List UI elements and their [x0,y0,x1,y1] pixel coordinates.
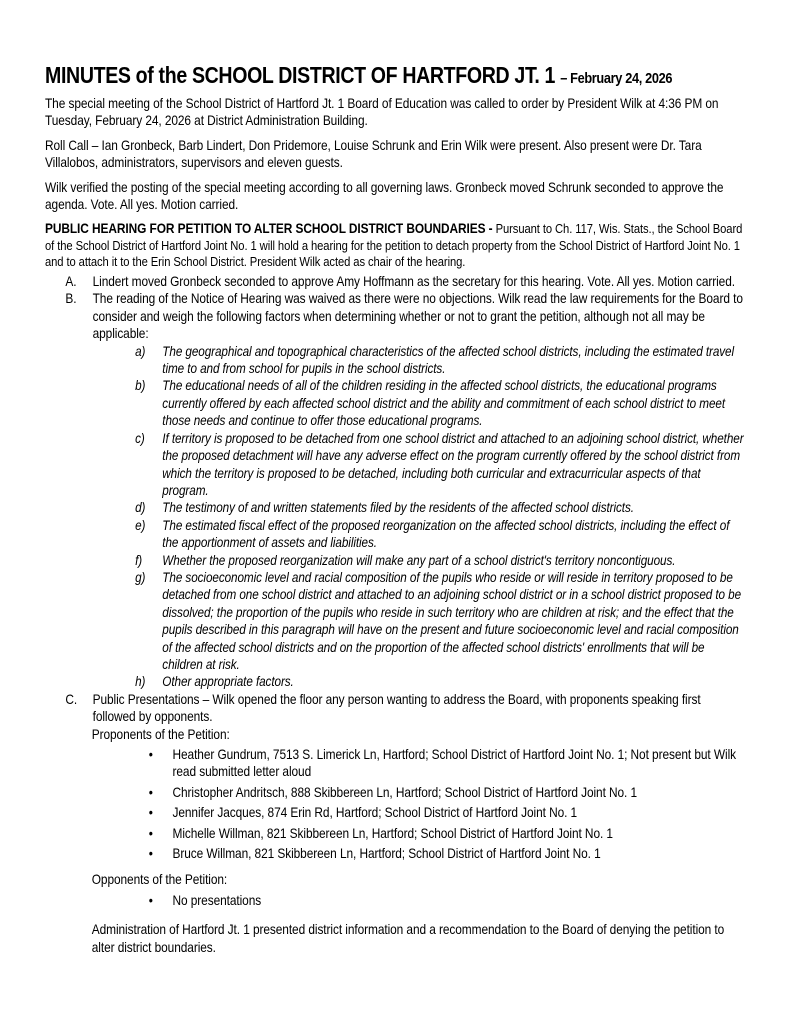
item-c-text: Public Presentations – Wilk opened the floor any person wanting to address the Board, with proponents speaking first followed by opponents. [92,690,701,725]
bullet-icon: • [148,845,153,862]
proponent-text: Heather Gundrum, 7513 S. Limerick Ln, Hartford; School District of Hartford Joint No. 1; Not present but Wilk read submitted letter aloud [172,746,736,780]
factor-g [135,569,745,673]
factor-e-text: The estimated fiscal effect of the proposed reorganization on the affected school districts, including the effect of the apportionment of assets and liabilities. [162,517,730,551]
paragraph-roll-call: Roll Call – Ian Gronbeck, Barb Lindert, Don Pridemore, Louise Schrunk and Erin Wilk were present. Also present were Dr. Tara Villalobos, administrators, supervisors and eleven guests. [45,136,702,171]
factor-f-text: Whether the proposed reorganization will make any part of a school district's territory noncontiguous. [162,552,676,568]
proponent-text: Jennifer Jacques, 874 Erin Rd, Hartford; School District of Hartford Joint No. 1 [172,804,578,821]
factor-d-text: The testimony of and written statements filed by the residents of the affected school districts. [162,500,634,516]
hearing-item-b [65,290,745,342]
hearing-item-a [65,273,745,290]
proponent-item [147,804,745,821]
factor-a-label: a) [135,343,146,359]
item-b-label: B. [65,290,77,307]
paragraph-call-to-order: The special meeting of the School District of Hartford Jt. 1 Board of Education was called to order by President Wilk at 4:36 PM on Tuesday, February 24, 2026 at District Administration Building. [45,95,719,129]
public-hearing-heading: PUBLIC HEARING FOR PETITION TO ALTER SCHOOL DISTRICT BOUNDARIES - [45,220,493,237]
factor-h [135,673,745,690]
title-date: – February 24, 2026 [560,70,673,87]
factor-g-label: g) [135,569,146,585]
proponent-item [147,825,745,842]
item-a-label: A. [65,273,77,290]
factor-c-text: If territory is proposed to be detached from one school district and attached to an adjoining school district, whether the proposed detachment will have any adverse effect on the program currently offered by the school district from which the territory is proposed to be detached, including both curricular and extracurricular aspects of that program. [162,430,744,498]
document-body [45,62,745,956]
spacer [45,909,745,921]
proponent-item [147,784,745,801]
opponent-item [147,892,745,909]
factor-c-label: c) [135,430,145,446]
public-hearing-paragraph [45,220,745,270]
administration-paragraph: Administration of Hartford Jt. 1 presented district information and a recommendation to the Board of denying the petition to alter district boundaries. [91,921,725,955]
bullet-icon: • [148,804,153,821]
paragraph-agenda-approval: Wilk verified the posting of the special meeting according to all governing laws. Gronbeck moved Schrunk seconded to approve the agenda. Vote. All yes. Motion carried. [45,178,724,213]
spacer [45,862,745,871]
proponent-item [147,845,745,862]
opponent-text: No presentations [172,891,262,908]
document-title [45,62,745,92]
factor-g-text: The socioeconomic level and racial composition of the pupils who reside or will reside in territory proposed to be detached from one school district and attached to an adjoining school district or in a school district proposed to be dissolved; the proportion of the pupils who reside in such territory who are children at risk; and the effect that the pupils described in this paragraph will have on the present and future socioeconomic level and racial composition of the affected school districts and on the proportion of the affected school districts' enrollments that will be children at risk. [162,569,742,672]
proponent-text: Christopher Andritsch, 888 Skibbereen Ln, Hartford; School District of Hartford Joint No. 1 [172,783,638,800]
factor-b-label: b) [135,378,146,394]
factor-e-label: e) [135,517,146,533]
factor-h-text: Other appropriate factors. [162,674,294,690]
item-b-text: The reading of the Notice of Hearing was waived as there were no objections. Wilk read the law requirements for the Board to consider and weigh the following factors when determining whether or not to grant the petition, although not all may be applicable: [92,290,743,342]
factor-a [135,343,745,378]
factor-b [135,377,745,429]
factor-c [135,430,745,500]
factor-h-label: h) [135,674,146,690]
proponent-text: Michelle Willman, 821 Skibbereen Ln, Hartford; School District of Hartford Joint No. 1 [172,824,613,841]
opponents-heading: Opponents of the Petition: [91,871,228,888]
bullet-icon: • [148,891,153,908]
factor-e [135,517,745,552]
factor-b-text: The educational needs of all of the children residing in the affected school districts, the educational programs currently offered by each affected school district and the ability and commitment of each school district to meet those needs and continue to offer those educational programs. [162,378,726,429]
factor-d-label: d) [135,500,146,516]
factor-f [135,552,745,569]
proponent-text: Bruce Willman, 821 Skibbereen Ln, Hartford; School District of Hartford Joint No. 1 [172,845,601,862]
proponents-heading: Proponents of the Petition: [91,725,230,742]
factor-f-label: f) [135,552,143,568]
bullet-icon: • [148,746,153,763]
item-c-label: C. [65,690,78,707]
proponent-item [147,746,745,781]
factor-d [135,499,745,516]
title-text: MINUTES of the SCHOOL DISTRICT OF HARTFORD JT. 1 [45,62,556,88]
public-hearing-intro: Pursuant to Ch. 117, Wis. Stats., the School Board of the School District of Hartford Joint No. 1 will hold a hearing for the petition to detach property from the School District of Hartford Joint No. 1 and to attach it to the Erin School District. President Wilk acted as chair of the hearing. [45,221,743,269]
factor-a-text: The geographical and topographical characteristics of the affected school districts, including the estimated travel time to and from school for pupils in the school districts. [162,343,735,377]
bullet-icon: • [148,824,153,841]
item-a-text: Lindert moved Gronbeck seconded to approve Amy Hoffmann as the secretary for this hearing. Vote. All yes. Motion carried. [92,273,735,290]
bullet-icon: • [148,783,153,800]
hearing-item-c [65,691,745,726]
